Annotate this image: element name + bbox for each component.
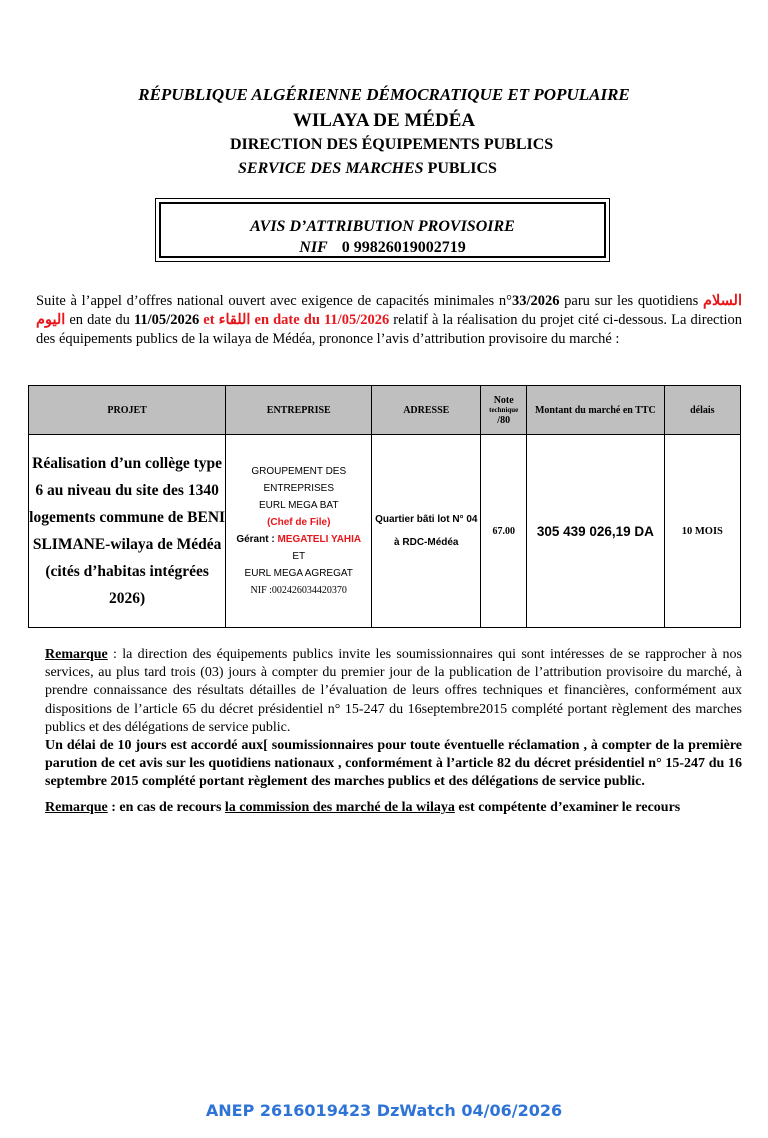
avis-title: AVIS D’ATTRIBUTION PROVISOIRE [250, 218, 515, 235]
header-service-plain: PUBLICS [423, 160, 497, 177]
remarque-label: Remarque [45, 647, 108, 662]
journal-name-1: السلام اليوم [36, 293, 742, 328]
ent-gerant-label: Gérant : [236, 534, 278, 545]
header-country: RÉPUBLIQUE ALGÉRIENNE DÉMOCRATIQUE ET POPULAIRE [138, 85, 630, 104]
date-2: 11/05/2026 [323, 312, 390, 328]
intro-text: relatif à la réalisation du projet cité ci-dessous. La direction des équipements publics de la wilaya de Médéa, prononce l’avis d’attribution provisoire du marché : [36, 312, 742, 347]
ent-chef-de-file: (Chef de File) [267, 517, 331, 528]
col-header-entreprise: ENTREPRISE [226, 386, 372, 435]
attribution-table [28, 385, 741, 628]
remarque2-text1: : en cas de recours [107, 800, 225, 815]
note-header-l3: /80 [497, 414, 511, 426]
remarque2-commission: la commission des marché de la wilaya [224, 800, 455, 815]
col-header-projet: PROJET [29, 386, 226, 435]
remarque2-label: Remarque [45, 800, 108, 815]
ent-line: EURL MEGA BAT [259, 500, 339, 511]
intro-paragraph [36, 292, 742, 349]
intro-text: et [199, 312, 219, 328]
header-service-italic: SERVICE DES MARCHES [238, 160, 424, 177]
avis-title-box [155, 198, 610, 262]
ent-line: EURL MEGA AGREGAT [244, 568, 353, 579]
col-header-note [481, 386, 527, 435]
avis-title-inner-border [159, 202, 606, 258]
remarque-paragraph [45, 646, 742, 792]
ent-gerant-name: MEGATELI YAHIA [277, 534, 362, 545]
header-direction: DIRECTION DES ÉQUIPEMENTS PUBLICS [230, 136, 554, 153]
note-header-l2: technique [489, 405, 519, 414]
remarque-bold-text: Un délai de 10 jours est accordé aux[ soumissionnaires pour toute éventuelle réclamation , à compter de la première parution de cet avis sur les quotidiens nationaux , conformément à l’article 82 du décret présidentiel n° 15-247 du 16 septembre 2015 complété portant règlement des marches publics et des délégations de service public. [45, 738, 742, 790]
remarque2-text2: est compétente d’examiner le recours [454, 800, 681, 815]
cell-montant: 305 439 026,19 DA [527, 435, 665, 628]
header-wilaya: WILAYA DE MÉDÉA [292, 110, 476, 131]
ent-line: ET [292, 551, 306, 562]
cell-entreprise [226, 435, 372, 628]
ao-number: 33/2026 [511, 293, 560, 309]
intro-text: en date du [65, 312, 134, 328]
table-row [29, 435, 741, 628]
nif-value: 0 99826019002719 [341, 239, 466, 256]
intro-text: Suite à l’appel d’offres national ouvert avec exigence de capacités minimales n° [36, 293, 512, 309]
remarque-text: : la direction des équipements publics invite les soumissionnaires qui sont intéresses de se rapprocher à nos services, au plus tard trois (03) jours à compter du premier jour de la publication de l’attribution provisoire du marché, à prendre connaissance des résultats détailles de l’évaluation de leurs offres techniques et financières, conformément aux dispositions de l’article 65 du décret présidentiel n° 15-247 du 16septembre2015 complété portant règlement des marches publics et des délégations de service public. [45, 647, 742, 735]
cell-note: 67.00 [481, 435, 527, 628]
remarque-recours [45, 800, 680, 816]
note-header-l1: Note [493, 394, 514, 406]
nif-label: NIF [299, 239, 328, 256]
col-header-montant: Montant du marché en TTC [527, 386, 665, 435]
intro-text: paru sur les quotidiens [559, 293, 703, 309]
avis-nif [161, 239, 604, 257]
ent-line: GROUPEMENT DES ENTREPRISES [251, 466, 347, 494]
ent-gerant [226, 531, 371, 548]
cell-delais: 10 MOIS [664, 435, 740, 628]
col-header-adresse: ADRESSE [372, 386, 481, 435]
date-1: 11/05/2026 [133, 312, 200, 328]
header-service [238, 160, 497, 178]
cell-projet: Réalisation d’un collège type 6 au niveau du site des 1340 logements commune de BENI SLIMANE-wilaya de Médéa (cités d’habitas intégrées 2026) [29, 435, 226, 628]
journal-name-2: اللقاء [218, 312, 251, 328]
cell-adresse: Quartier bâti lot N° 04 à RDC-Médéa [372, 435, 481, 628]
footer-watermark: ANEP 2616019423 DzWatch 04/06/2026 [205, 1101, 563, 1120]
intro-text: en date du [250, 312, 324, 328]
table-header-row [29, 386, 741, 435]
col-header-delais: délais [664, 386, 740, 435]
ent-nif: NIF :002426034420370 [250, 585, 347, 596]
